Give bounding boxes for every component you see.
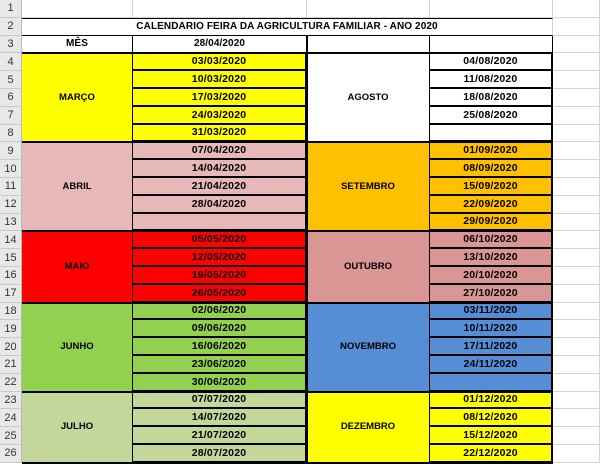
- date-cell[interactable]: 21/04/2020: [133, 178, 307, 196]
- date-cell[interactable]: 24/03/2020: [133, 107, 307, 125]
- date-cell[interactable]: [133, 214, 307, 232]
- empty-cell[interactable]: [553, 178, 600, 196]
- border-line: [22, 52, 553, 54]
- month-label-right[interactable]: NOVEMBRO: [307, 303, 430, 392]
- date-cell[interactable]: 03/03/2020: [133, 53, 307, 71]
- header-month[interactable]: MÊS: [22, 36, 133, 54]
- row-header[interactable]: 26: [0, 445, 22, 463]
- date-cell[interactable]: 25/08/2020: [430, 107, 553, 125]
- month-label-left[interactable]: MAIO: [22, 231, 133, 302]
- row-header[interactable]: 3: [0, 36, 22, 54]
- empty-cell[interactable]: [553, 89, 600, 107]
- empty-cell[interactable]: [553, 427, 600, 445]
- border-line: [22, 230, 553, 232]
- empty-cell[interactable]: [133, 0, 307, 18]
- row-header[interactable]: 18: [0, 303, 22, 321]
- month-label-right[interactable]: AGOSTO: [307, 53, 430, 142]
- empty-cell[interactable]: [553, 0, 600, 18]
- border-line: [552, 36, 553, 463]
- month-label-left[interactable]: JUNHO: [22, 303, 133, 392]
- date-cell[interactable]: 21/07/2020: [133, 427, 307, 445]
- date-cell[interactable]: 07/07/2020: [133, 392, 307, 410]
- empty-cell[interactable]: [553, 214, 600, 232]
- empty-cell[interactable]: [553, 356, 600, 374]
- row-header[interactable]: 21: [0, 356, 22, 374]
- row-header[interactable]: 6: [0, 89, 22, 107]
- row-header[interactable]: 16: [0, 267, 22, 285]
- border-line: [22, 141, 553, 143]
- date-cell[interactable]: 24/11/2020: [430, 356, 553, 374]
- empty-cell[interactable]: [553, 231, 600, 249]
- date-cell[interactable]: 22/12/2020: [430, 445, 553, 463]
- date-cell[interactable]: 10/03/2020: [133, 71, 307, 89]
- row-header[interactable]: 14: [0, 231, 22, 249]
- empty-cell[interactable]: [553, 196, 600, 214]
- date-cell[interactable]: 02/06/2020: [133, 303, 307, 321]
- date-cell[interactable]: 20/10/2020: [430, 267, 553, 285]
- empty-cell[interactable]: [553, 107, 600, 125]
- date-cell[interactable]: 27/10/2020: [430, 285, 553, 303]
- row-header[interactable]: 4: [0, 53, 22, 71]
- date-cell[interactable]: 17/11/2020: [430, 338, 553, 356]
- date-cell[interactable]: 22/09/2020: [430, 196, 553, 214]
- sheet-title[interactable]: CALENDARIO FEIRA DA AGRICULTURA FAMILIAR - ANO 2020: [22, 18, 553, 36]
- empty-cell[interactable]: [553, 18, 600, 36]
- empty-cell[interactable]: [553, 320, 600, 338]
- empty-cell[interactable]: [553, 374, 600, 392]
- row-header[interactable]: 11: [0, 178, 22, 196]
- date-cell[interactable]: 16/06/2020: [133, 338, 307, 356]
- date-cell[interactable]: 08/09/2020: [430, 160, 553, 178]
- date-cell[interactable]: 01/09/2020: [430, 142, 553, 160]
- date-cell[interactable]: 08/12/2020: [430, 409, 553, 427]
- empty-cell[interactable]: [430, 36, 553, 54]
- empty-cell[interactable]: [553, 142, 600, 160]
- row-header[interactable]: 24: [0, 409, 22, 427]
- date-cell[interactable]: 15/12/2020: [430, 427, 553, 445]
- header-date[interactable]: 28/04/2020: [133, 36, 307, 54]
- row-header[interactable]: 20: [0, 338, 22, 356]
- empty-cell[interactable]: [307, 0, 430, 18]
- empty-cell[interactable]: [553, 249, 600, 267]
- row-header[interactable]: 15: [0, 249, 22, 267]
- row-header[interactable]: 23: [0, 392, 22, 410]
- border-line: [22, 391, 553, 393]
- date-cell[interactable]: 01/12/2020: [430, 392, 553, 410]
- date-cell[interactable]: 31/03/2020: [133, 125, 307, 143]
- row-header[interactable]: 19: [0, 320, 22, 338]
- row-header[interactable]: 13: [0, 214, 22, 232]
- empty-cell[interactable]: [553, 285, 600, 303]
- row-header[interactable]: 12: [0, 196, 22, 214]
- empty-cell[interactable]: [553, 71, 600, 89]
- date-cell[interactable]: 11/08/2020: [430, 71, 553, 89]
- date-cell[interactable]: 23/06/2020: [133, 356, 307, 374]
- empty-cell[interactable]: [553, 445, 600, 463]
- month-label-right[interactable]: OUTUBRO: [307, 231, 430, 302]
- date-cell[interactable]: 18/08/2020: [430, 89, 553, 107]
- date-cell[interactable]: 05/05/2020: [133, 231, 307, 249]
- empty-cell[interactable]: [307, 36, 430, 54]
- date-cell[interactable]: 12/05/2020: [133, 249, 307, 267]
- date-cell[interactable]: 13/10/2020: [430, 249, 553, 267]
- date-cell[interactable]: [430, 125, 553, 143]
- empty-cell[interactable]: [430, 0, 553, 18]
- date-cell[interactable]: 19/05/2020: [133, 267, 307, 285]
- month-label-right[interactable]: SETEMBRO: [307, 142, 430, 231]
- empty-cell[interactable]: [553, 160, 600, 178]
- row-header[interactable]: 1: [0, 0, 22, 18]
- row-header[interactable]: 2: [0, 18, 22, 36]
- empty-cell[interactable]: [553, 303, 600, 321]
- empty-cell[interactable]: [553, 36, 600, 54]
- row-header[interactable]: 22: [0, 374, 22, 392]
- date-cell[interactable]: 26/05/2020: [133, 285, 307, 303]
- date-cell[interactable]: 29/09/2020: [430, 214, 553, 232]
- row-header[interactable]: 8: [0, 125, 22, 143]
- empty-cell[interactable]: [553, 338, 600, 356]
- date-cell[interactable]: 30/06/2020: [133, 374, 307, 392]
- border-line: [22, 302, 553, 304]
- row-header[interactable]: 9: [0, 142, 22, 160]
- date-cell[interactable]: 10/11/2020: [430, 320, 553, 338]
- empty-cell[interactable]: [553, 125, 600, 143]
- row-header[interactable]: 7: [0, 107, 22, 125]
- border-line: [132, 36, 133, 463]
- row-header[interactable]: 25: [0, 427, 22, 445]
- date-cell[interactable]: 14/04/2020: [133, 160, 307, 178]
- row-header[interactable]: 17: [0, 285, 22, 303]
- date-cell[interactable]: 04/08/2020: [430, 53, 553, 71]
- empty-cell[interactable]: [553, 392, 600, 410]
- empty-cell[interactable]: [22, 0, 133, 18]
- date-cell[interactable]: 07/04/2020: [133, 142, 307, 160]
- border-line: [306, 36, 308, 463]
- row-header[interactable]: 5: [0, 71, 22, 89]
- date-cell[interactable]: 17/03/2020: [133, 89, 307, 107]
- empty-cell[interactable]: [553, 53, 600, 71]
- month-label-left[interactable]: MARÇO: [22, 53, 133, 142]
- month-label-left[interactable]: ABRIL: [22, 142, 133, 231]
- date-cell[interactable]: 28/07/2020: [133, 445, 307, 463]
- date-cell[interactable]: 09/06/2020: [133, 320, 307, 338]
- date-cell[interactable]: [430, 374, 553, 392]
- date-cell[interactable]: 14/07/2020: [133, 409, 307, 427]
- month-label-left[interactable]: JULHO: [22, 392, 133, 463]
- date-cell[interactable]: 28/04/2020: [133, 196, 307, 214]
- row-header[interactable]: 10: [0, 160, 22, 178]
- empty-cell[interactable]: [553, 267, 600, 285]
- date-cell[interactable]: 06/10/2020: [430, 231, 553, 249]
- date-cell[interactable]: 15/09/2020: [430, 178, 553, 196]
- date-cell[interactable]: 03/11/2020: [430, 303, 553, 321]
- month-label-right[interactable]: DEZEMBRO: [307, 392, 430, 463]
- empty-cell[interactable]: [553, 409, 600, 427]
- border-line: [429, 36, 430, 463]
